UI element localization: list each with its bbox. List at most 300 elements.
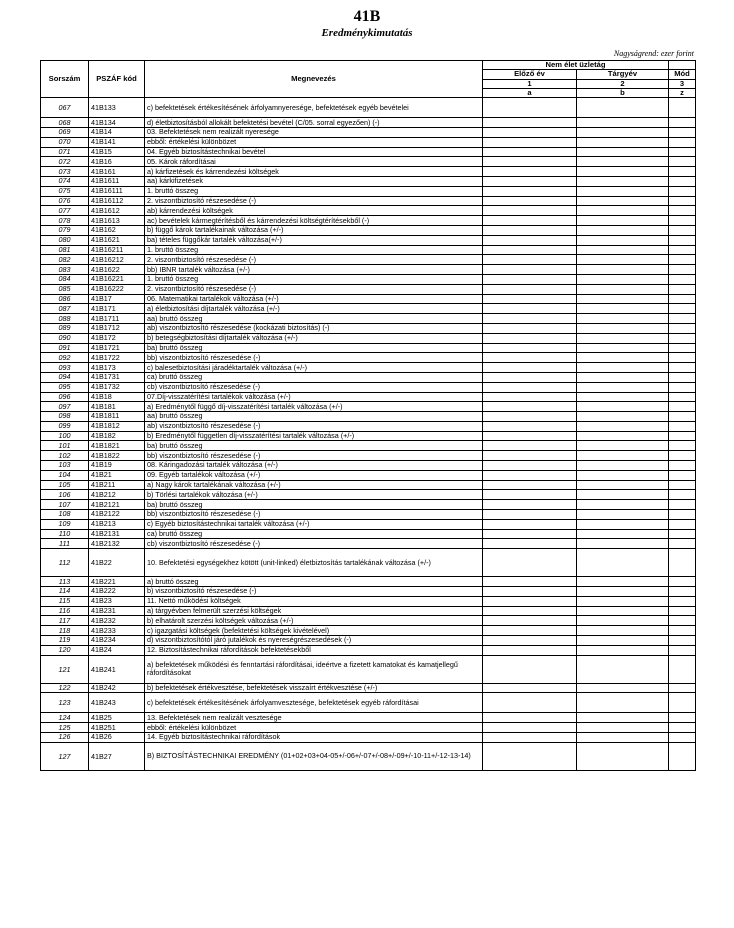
- value-previous-year-cell: [483, 98, 577, 118]
- value-current-year-cell: [577, 363, 669, 373]
- row-number-cell: 106: [41, 490, 89, 500]
- modification-cell: [669, 98, 696, 118]
- modification-cell: [669, 431, 696, 441]
- pszaf-code-cell: 41B1712: [89, 323, 145, 333]
- modification-cell: [669, 353, 696, 363]
- modification-cell: [669, 363, 696, 373]
- row-number-cell: 083: [41, 265, 89, 275]
- row-number-cell: 118: [41, 626, 89, 636]
- modification-cell: [669, 235, 696, 245]
- value-previous-year-cell: [483, 596, 577, 606]
- value-previous-year-cell: [483, 196, 577, 206]
- table-row: [41, 216, 696, 226]
- row-number-cell: 080: [41, 235, 89, 245]
- table-row: [41, 392, 696, 402]
- value-previous-year-cell: [483, 255, 577, 265]
- row-name-cell: B) BIZTOSÍTÁSTECHNIKAI EREDMÉNY (01+02+03+04-05+/-06+/-07+/-08+/-09+/-10-11+/-12-13-14): [145, 742, 483, 770]
- value-current-year-cell: [577, 323, 669, 333]
- table-row: [41, 655, 696, 683]
- row-name-cell: ebből: értékelési különbözet: [145, 723, 483, 733]
- modification-cell: [669, 274, 696, 284]
- value-previous-year-cell: [483, 216, 577, 226]
- value-current-year-cell: [577, 392, 669, 402]
- row-number-cell: 121: [41, 655, 89, 683]
- header-letter-a: a: [483, 88, 577, 97]
- value-previous-year-cell: [483, 693, 577, 713]
- value-previous-year-cell: [483, 314, 577, 324]
- pszaf-code-cell: 41B161: [89, 167, 145, 177]
- row-name-cell: 03. Befektetések nem realizált nyeresége: [145, 127, 483, 137]
- modification-cell: [669, 225, 696, 235]
- modification-cell: [669, 626, 696, 636]
- modification-cell: [669, 206, 696, 216]
- row-name-cell: bb) viszontbiztosító részesedése (-): [145, 510, 483, 520]
- row-number-cell: 113: [41, 577, 89, 587]
- value-previous-year-cell: [483, 323, 577, 333]
- value-current-year-cell: [577, 274, 669, 284]
- row-name-cell: a) Nagy károk tartalékának változása (+/-): [145, 480, 483, 490]
- value-current-year-cell: [577, 713, 669, 723]
- value-current-year-cell: [577, 733, 669, 743]
- row-number-cell: 102: [41, 451, 89, 461]
- value-current-year-cell: [577, 441, 669, 451]
- value-previous-year-cell: [483, 372, 577, 382]
- row-number-cell: 099: [41, 421, 89, 431]
- modification-cell: [669, 733, 696, 743]
- row-name-cell: ba) bruttó összeg: [145, 500, 483, 510]
- modification-cell: [669, 255, 696, 265]
- table-row: [41, 645, 696, 655]
- value-previous-year-cell: [483, 265, 577, 275]
- row-number-cell: 108: [41, 510, 89, 520]
- modification-cell: [669, 723, 696, 733]
- pszaf-code-cell: 41B17: [89, 294, 145, 304]
- row-name-cell: 2. viszontbiztosító részesedése (-): [145, 284, 483, 294]
- pszaf-code-cell: 41B1812: [89, 421, 145, 431]
- value-current-year-cell: [577, 606, 669, 616]
- pszaf-code-cell: 41B1811: [89, 412, 145, 422]
- modification-cell: [669, 304, 696, 314]
- modification-cell: [669, 412, 696, 422]
- pszaf-code-cell: 41B234: [89, 636, 145, 646]
- row-number-cell: 101: [41, 441, 89, 451]
- table-row: [41, 245, 696, 255]
- row-name-cell: bb) viszontbiztosító részesedése (-): [145, 451, 483, 461]
- row-number-cell: 103: [41, 461, 89, 471]
- pszaf-code-cell: 41B133: [89, 98, 145, 118]
- modification-cell: [669, 314, 696, 324]
- modification-cell: [669, 480, 696, 490]
- row-number-cell: 111: [41, 539, 89, 549]
- modification-cell: [669, 616, 696, 626]
- modification-cell: [669, 645, 696, 655]
- unit-note: Nagyságrend: ezer forint: [613, 49, 694, 58]
- row-number-cell: 072: [41, 157, 89, 167]
- value-current-year-cell: [577, 245, 669, 255]
- modification-cell: [669, 196, 696, 206]
- row-number-cell: 114: [41, 587, 89, 597]
- table-row: [41, 683, 696, 693]
- row-number-cell: 116: [41, 606, 89, 616]
- value-current-year-cell: [577, 500, 669, 510]
- modification-cell: [669, 713, 696, 723]
- modification-cell: [669, 421, 696, 431]
- row-number-cell: 079: [41, 225, 89, 235]
- row-name-cell: 09. Egyéb tartalékok változása (+/-): [145, 470, 483, 480]
- row-number-cell: 100: [41, 431, 89, 441]
- modification-cell: [669, 490, 696, 500]
- modification-cell: [669, 343, 696, 353]
- row-number-cell: 085: [41, 284, 89, 294]
- value-current-year-cell: [577, 510, 669, 520]
- modification-cell: [669, 216, 696, 226]
- value-current-year-cell: [577, 402, 669, 412]
- pszaf-code-cell: 41B182: [89, 431, 145, 441]
- row-name-cell: b) függő károk tartalékainak változása (+/-): [145, 225, 483, 235]
- pszaf-code-cell: 41B172: [89, 333, 145, 343]
- table-row: [41, 470, 696, 480]
- value-current-year-cell: [577, 265, 669, 275]
- row-number-cell: 125: [41, 723, 89, 733]
- value-previous-year-cell: [483, 606, 577, 616]
- value-current-year-cell: [577, 596, 669, 606]
- row-name-cell: ca) bruttó összeg: [145, 372, 483, 382]
- value-current-year-cell: [577, 421, 669, 431]
- pszaf-code-cell: 41B1722: [89, 353, 145, 363]
- pszaf-code-cell: 41B1611: [89, 176, 145, 186]
- modification-cell: [669, 186, 696, 196]
- modification-cell: [669, 323, 696, 333]
- pszaf-code-cell: 41B14: [89, 127, 145, 137]
- header-num-2: 2: [577, 79, 669, 88]
- row-number-cell: 081: [41, 245, 89, 255]
- value-previous-year-cell: [483, 713, 577, 723]
- pszaf-code-cell: 41B22: [89, 549, 145, 577]
- table-row: [41, 294, 696, 304]
- header-group: Nem élet üzletág: [483, 61, 669, 70]
- pszaf-code-cell: 41B2132: [89, 539, 145, 549]
- modification-cell: [669, 284, 696, 294]
- row-number-cell: 077: [41, 206, 89, 216]
- value-current-year-cell: [577, 314, 669, 324]
- table-row: [41, 343, 696, 353]
- modification-cell: [669, 157, 696, 167]
- value-current-year-cell: [577, 157, 669, 167]
- row-number-cell: 082: [41, 255, 89, 265]
- pszaf-code-cell: 41B242: [89, 683, 145, 693]
- modification-cell: [669, 118, 696, 128]
- value-previous-year-cell: [483, 549, 577, 577]
- row-number-cell: 107: [41, 500, 89, 510]
- modification-cell: [669, 245, 696, 255]
- row-name-cell: d) életbiztosításból allokált befektetési bevétel (C/05. sorral egyezően) (-): [145, 118, 483, 128]
- row-number-cell: 112: [41, 549, 89, 577]
- row-number-cell: 093: [41, 363, 89, 373]
- value-previous-year-cell: [483, 363, 577, 373]
- value-current-year-cell: [577, 742, 669, 770]
- value-previous-year-cell: [483, 723, 577, 733]
- value-current-year-cell: [577, 655, 669, 683]
- value-previous-year-cell: [483, 333, 577, 343]
- row-number-cell: 117: [41, 616, 89, 626]
- modification-cell: [669, 519, 696, 529]
- pszaf-code-cell: 41B1822: [89, 451, 145, 461]
- value-previous-year-cell: [483, 616, 577, 626]
- value-current-year-cell: [577, 353, 669, 363]
- row-name-cell: 05. Károk ráfordításai: [145, 157, 483, 167]
- pszaf-code-cell: 41B16221: [89, 274, 145, 284]
- pszaf-code-cell: 41B1612: [89, 206, 145, 216]
- value-previous-year-cell: [483, 470, 577, 480]
- row-number-cell: 087: [41, 304, 89, 314]
- value-previous-year-cell: [483, 577, 577, 587]
- pszaf-code-cell: 41B16212: [89, 255, 145, 265]
- modification-cell: [669, 510, 696, 520]
- pszaf-code-cell: 41B24: [89, 645, 145, 655]
- table-row: [41, 206, 696, 216]
- pszaf-code-cell: 41B212: [89, 490, 145, 500]
- row-number-cell: 105: [41, 480, 89, 490]
- row-number-cell: 089: [41, 323, 89, 333]
- modification-cell: [669, 176, 696, 186]
- table-row: [41, 127, 696, 137]
- row-name-cell: 1. bruttó összeg: [145, 245, 483, 255]
- table-row: [41, 626, 696, 636]
- value-current-year-cell: [577, 723, 669, 733]
- row-number-cell: 110: [41, 529, 89, 539]
- table-row: [41, 314, 696, 324]
- pszaf-code-cell: 41B134: [89, 118, 145, 128]
- value-previous-year-cell: [483, 742, 577, 770]
- table-row: [41, 186, 696, 196]
- table-row: [41, 284, 696, 294]
- row-number-cell: 109: [41, 519, 89, 529]
- value-previous-year-cell: [483, 683, 577, 693]
- pszaf-code-cell: 41B19: [89, 461, 145, 471]
- row-name-cell: c) befektetések értékesítésének árfolyamvesztesége, befektetések egyéb ráfordításai: [145, 693, 483, 713]
- modification-cell: [669, 683, 696, 693]
- value-current-year-cell: [577, 529, 669, 539]
- row-name-cell: ab) kárrendezési költségek: [145, 206, 483, 216]
- table-row: [41, 333, 696, 343]
- pszaf-code-cell: 41B213: [89, 519, 145, 529]
- value-current-year-cell: [577, 636, 669, 646]
- modification-cell: [669, 167, 696, 177]
- modification-cell: [669, 265, 696, 275]
- header-letter-b: b: [577, 88, 669, 97]
- value-previous-year-cell: [483, 294, 577, 304]
- header-megnevezes: Megnevezés: [145, 61, 483, 98]
- row-name-cell: 10. Befektetési egységekhez kötött (unit-linked) életbiztosítás tartalékának változása (+/-): [145, 549, 483, 577]
- pszaf-code-cell: 41B1622: [89, 265, 145, 275]
- table-row: [41, 500, 696, 510]
- row-number-cell: 120: [41, 645, 89, 655]
- row-name-cell: c) befektetések értékesítésének árfolyamnyeresége, befektetések egyéb bevételei: [145, 98, 483, 118]
- row-name-cell: d) viszontbiztosítótól járó jutalékok és nyereségrészesedések (-): [145, 636, 483, 646]
- modification-cell: [669, 655, 696, 683]
- row-name-cell: 08. Káringadozási tartalék változása (+/-): [145, 461, 483, 471]
- value-current-year-cell: [577, 412, 669, 422]
- value-previous-year-cell: [483, 167, 577, 177]
- modification-cell: [669, 392, 696, 402]
- row-number-cell: 095: [41, 382, 89, 392]
- header-sorszam: Sorszám: [41, 61, 89, 98]
- row-number-cell: 090: [41, 333, 89, 343]
- row-name-cell: 1. bruttó összeg: [145, 186, 483, 196]
- row-number-cell: 104: [41, 470, 89, 480]
- row-name-cell: 11. Nettó működési költségek: [145, 596, 483, 606]
- modification-cell: [669, 470, 696, 480]
- row-number-cell: 094: [41, 372, 89, 382]
- row-number-cell: 127: [41, 742, 89, 770]
- row-name-cell: b) befektetések értékvesztése, befektetések visszaírt értékvesztése (+/-): [145, 683, 483, 693]
- row-name-cell: 1. bruttó összeg: [145, 274, 483, 284]
- modification-cell: [669, 441, 696, 451]
- value-current-year-cell: [577, 431, 669, 441]
- value-previous-year-cell: [483, 587, 577, 597]
- value-previous-year-cell: [483, 147, 577, 157]
- row-name-cell: ba) bruttó összeg: [145, 343, 483, 353]
- modification-cell: [669, 461, 696, 471]
- table-row: [41, 616, 696, 626]
- value-current-year-cell: [577, 693, 669, 713]
- table-row: [41, 733, 696, 743]
- value-current-year-cell: [577, 118, 669, 128]
- pszaf-code-cell: 41B1731: [89, 372, 145, 382]
- pszaf-code-cell: 41B1711: [89, 314, 145, 324]
- row-name-cell: 04. Egyéb biztosítástechnikai bevétel: [145, 147, 483, 157]
- modification-cell: [669, 693, 696, 713]
- value-previous-year-cell: [483, 431, 577, 441]
- row-number-cell: 068: [41, 118, 89, 128]
- row-number-cell: 070: [41, 137, 89, 147]
- pszaf-code-cell: 41B231: [89, 606, 145, 616]
- table-row: [41, 176, 696, 186]
- value-previous-year-cell: [483, 118, 577, 128]
- modification-cell: [669, 137, 696, 147]
- pszaf-code-cell: 41B162: [89, 225, 145, 235]
- table-row: [41, 98, 696, 118]
- pszaf-code-cell: 41B16112: [89, 196, 145, 206]
- table-row: [41, 372, 696, 382]
- table-row: [41, 304, 696, 314]
- row-name-cell: ac) bevételek kármegtérítésből és kárrendezési költségtérítésekből (-): [145, 216, 483, 226]
- row-number-cell: 078: [41, 216, 89, 226]
- row-number-cell: 073: [41, 167, 89, 177]
- table-row: [41, 461, 696, 471]
- pszaf-code-cell: 41B1621: [89, 235, 145, 245]
- row-name-cell: a) kárfizetések és kárrendezési költségek: [145, 167, 483, 177]
- value-current-year-cell: [577, 186, 669, 196]
- row-number-cell: 075: [41, 186, 89, 196]
- row-name-cell: a) bruttó összeg: [145, 577, 483, 587]
- modification-cell: [669, 529, 696, 539]
- income-statement-table: [40, 60, 696, 771]
- value-previous-year-cell: [483, 402, 577, 412]
- value-previous-year-cell: [483, 500, 577, 510]
- row-name-cell: bb) IBNR tartalék változása (+/-): [145, 265, 483, 275]
- pszaf-code-cell: 41B233: [89, 626, 145, 636]
- page-title: 41B: [353, 8, 381, 25]
- table-row: [41, 742, 696, 770]
- modification-cell: [669, 127, 696, 137]
- header-targyev: Tárgyév: [577, 70, 669, 79]
- table-row: [41, 363, 696, 373]
- pszaf-code-cell: 41B25: [89, 713, 145, 723]
- row-name-cell: c) igazgatási költségek (befektetési költségek kivételével): [145, 626, 483, 636]
- value-current-year-cell: [577, 167, 669, 177]
- value-current-year-cell: [577, 196, 669, 206]
- value-previous-year-cell: [483, 392, 577, 402]
- row-number-cell: 124: [41, 713, 89, 723]
- value-current-year-cell: [577, 137, 669, 147]
- row-name-cell: c) balesetbiztosítási járadéktartalék változása (+/-): [145, 363, 483, 373]
- modification-cell: [669, 500, 696, 510]
- modification-cell: [669, 549, 696, 577]
- row-name-cell: cb) viszontbiztosító részesedése (-): [145, 539, 483, 549]
- value-previous-year-cell: [483, 382, 577, 392]
- table-row: [41, 606, 696, 616]
- value-previous-year-cell: [483, 645, 577, 655]
- table-row: [41, 157, 696, 167]
- pszaf-code-cell: 41B15: [89, 147, 145, 157]
- table-row: [41, 723, 696, 733]
- value-current-year-cell: [577, 626, 669, 636]
- pszaf-code-cell: 41B243: [89, 693, 145, 713]
- pszaf-code-cell: 41B2131: [89, 529, 145, 539]
- table-row: [41, 693, 696, 713]
- row-name-cell: ebből: értékelési különbözet: [145, 137, 483, 147]
- modification-cell: [669, 294, 696, 304]
- table-row: [41, 382, 696, 392]
- row-name-cell: ba) bruttó összeg: [145, 441, 483, 451]
- pszaf-code-cell: 41B18: [89, 392, 145, 402]
- value-previous-year-cell: [483, 304, 577, 314]
- table-row: [41, 510, 696, 520]
- modification-cell: [669, 333, 696, 343]
- value-current-year-cell: [577, 461, 669, 471]
- row-number-cell: 123: [41, 693, 89, 713]
- row-number-cell: 092: [41, 353, 89, 363]
- row-name-cell: aa) bruttó összeg: [145, 412, 483, 422]
- modification-cell: [669, 636, 696, 646]
- value-previous-year-cell: [483, 186, 577, 196]
- value-previous-year-cell: [483, 157, 577, 167]
- table-row: [41, 274, 696, 284]
- pszaf-code-cell: 41B1732: [89, 382, 145, 392]
- table-row: [41, 549, 696, 577]
- value-previous-year-cell: [483, 539, 577, 549]
- value-current-year-cell: [577, 519, 669, 529]
- table-row: [41, 167, 696, 177]
- value-current-year-cell: [577, 451, 669, 461]
- row-name-cell: bb) viszontbiztosító részesedése (-): [145, 353, 483, 363]
- row-name-cell: cb) viszontbiztosító részesedése (-): [145, 382, 483, 392]
- value-previous-year-cell: [483, 206, 577, 216]
- row-name-cell: 2. viszontbiztosító részesedése (-): [145, 255, 483, 265]
- value-current-year-cell: [577, 480, 669, 490]
- header-empty: [669, 61, 696, 70]
- value-current-year-cell: [577, 382, 669, 392]
- table-row: [41, 421, 696, 431]
- value-previous-year-cell: [483, 245, 577, 255]
- modification-cell: [669, 539, 696, 549]
- row-name-cell: b) betegségbiztosítási díjtartalék változása (+/-): [145, 333, 483, 343]
- value-previous-year-cell: [483, 441, 577, 451]
- pszaf-code-cell: 41B21: [89, 470, 145, 480]
- value-current-year-cell: [577, 235, 669, 245]
- value-current-year-cell: [577, 333, 669, 343]
